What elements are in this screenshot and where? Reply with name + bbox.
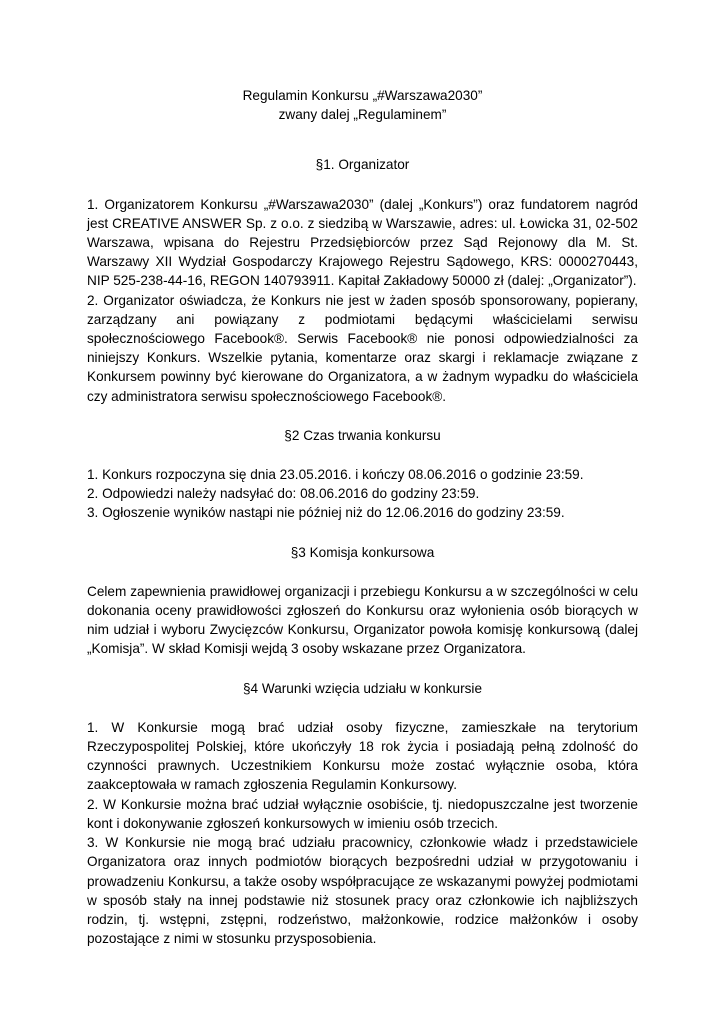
section-heading-2: §2 Czas trwania konkursu [284, 427, 441, 443]
paragraph: 2. Odpowiedzi należy nadsyłać do: 08.06.2016 do godziny 23:59. [87, 486, 480, 502]
paragraph: 2. W Konkursie można brać udział wyłącznie osobiście, tj. niedopuszczalne jest tworzenie kont i dokonywanie zgłoszeń konkursowych w imieniu osób trzecich. [87, 796, 638, 831]
title-line-2: zwany dalej „Regulaminem” [278, 107, 447, 123]
paragraph: 1. Organizatorem Konkursu „#Warszawa2030” (dalej „Konkurs”) oraz fundatorem nagród jest CREATIVE ANSWER Sp. z o.o. z siedzibą w Warszawie, adres: ul. Łowicka 31, 02-502 Warszawa, wpisana do Rejestru Przedsiębiorców przez Sąd Rejonowy dla M. St. Warszawy XII Wydział Gospodarczy Krajowego Rejestru Sądowego, KRS: 0000270443, NIP 525-238-44-16, REGON 140793911. Kapitał Zakładowy 50000 zł (dalej: „Organizator”). [87, 196, 638, 289]
section-heading-3: §3 Komisja konkursowa [290, 544, 435, 560]
paragraph: Celem zapewnienia prawidłowej organizacji i przebiegu Konkursu a w szczególności w celu dokonania oceny prawidłowości zgłoszeń do Konkursu oraz wyłonienia osób biorących w nim udział i wyboru Zwycięzców Konkursu, Organizator powoła komisję konkursową (dalej „Komisja”. W skład Komisji wejdą 3 osoby wskazane przez Organizatora. [87, 583, 638, 657]
section-heading-1: §1. Organizator [315, 157, 410, 173]
section-body-2 [87, 465, 638, 523]
section-heading-4: §4 Warunki wzięcia udziału w konkursie [243, 680, 482, 696]
paragraph: 3. Ogłoszenie wyników nastąpi nie później niż do 12.06.2016 do godziny 23:59. [87, 505, 565, 521]
section-body-4 [87, 718, 638, 948]
section-body-1 [87, 195, 638, 406]
paragraph: 1. Konkurs rozpoczyna się dnia 23.05.2016. i kończy 08.06.2016 o godzinie 23:59. [87, 467, 584, 483]
paragraph: 1. W Konkursie mogą brać udział osoby fizyczne, zamieszkałe na terytorium Rzeczypospolitej Polskiej, które ukończyły 18 rok życia i posiadają pełną zdolność do czynności prawnych. Uczestnikiem Konkursu może zostać wyłącznie osoba, która zaakceptowała w ramach zgłoszenia Regulamin Konkursowy. [87, 719, 638, 793]
document-title [87, 86, 638, 124]
paragraph: 3. W Konkursie nie mogą brać udziału pracownicy, członkowie władz i przedstawiciele Organizatora oraz innych podmiotów biorących bezpośredni udział w przygotowaniu i prowadzeniu Konkursu, a także osoby współpracujące ze wskazanymi powyżej podmiotami w sposób stały na innej podstawie niż stosunek pracy oraz członkowie ich najbliższych rodzin, tj. wstępni, zstępni, rodzeństwo, małżonkowie, rodzice małżonków i osoby pozostające z nimi w stosunku przysposobienia. [87, 835, 638, 947]
paragraph: 2. Organizator oświadcza, że Konkurs nie jest w żaden sposób sponsorowany, popierany, zarządzany ani powiązany z podmiotami będącymi właścicielami serwisu społecznościowego Facebook®. Serwis Facebook® nie ponosi odpowiedzialności za niniejszy Konkurs. Wszelkie pytania, komentarze oraz skargi i reklamacje związane z Konkursem powinny być kierowane do Organizatora, a w żadnym wypadku do właściciela czy administratora serwisu społecznościowego Facebook®. [87, 292, 638, 404]
section-body-3 [87, 582, 638, 659]
title-line-1: Regulamin Konkursu „#Warszawa2030” [242, 88, 483, 103]
document-page [87, 86, 638, 968]
